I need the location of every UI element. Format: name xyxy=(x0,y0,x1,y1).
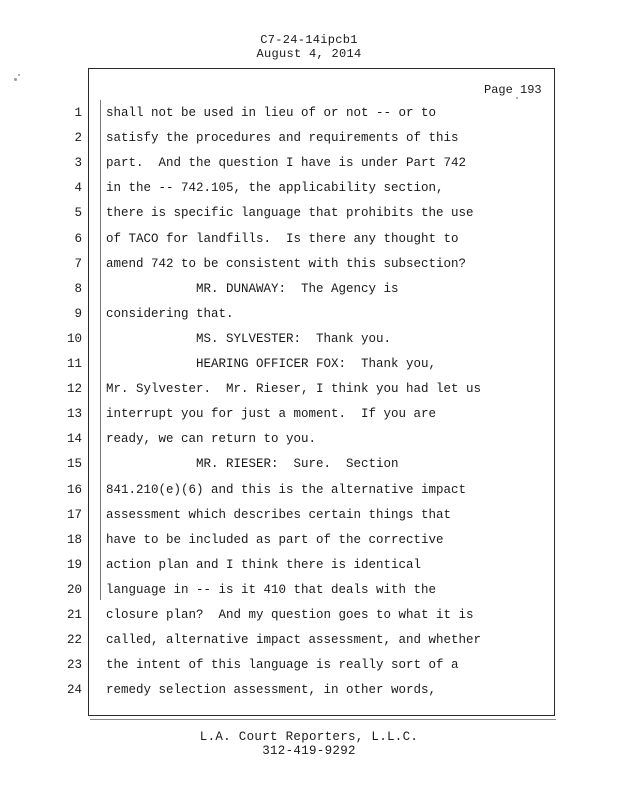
line-text: satisfy the procedures and requirements of this xyxy=(106,131,459,146)
line-number: 8 xyxy=(74,281,82,296)
line-number: 22 xyxy=(66,633,82,648)
line-number: 2 xyxy=(74,131,82,146)
line-number: 5 xyxy=(74,206,82,221)
line-text: HEARING OFFICER FOX: Thank you, xyxy=(106,357,437,371)
line-number: 19 xyxy=(66,557,82,572)
line-number: 7 xyxy=(74,256,82,271)
scan-speck xyxy=(516,97,518,99)
scan-speck xyxy=(18,74,20,76)
transcript-line xyxy=(0,558,618,578)
line-text: assessment which describes certain things that xyxy=(106,507,452,522)
transcript-line xyxy=(0,407,618,427)
transcript-line xyxy=(0,332,618,352)
line-text: the intent of this language is really sort of a xyxy=(106,658,459,673)
scan-speck xyxy=(14,78,17,81)
line-number: 3 xyxy=(74,156,82,171)
line-text: called, alternative impact assessment, and whether xyxy=(106,633,482,648)
line-text: amend 742 to be consistent with this subsection? xyxy=(106,256,467,271)
transcript-line xyxy=(0,206,618,226)
line-number: 21 xyxy=(66,608,82,622)
frame-shadow-rule xyxy=(90,719,556,720)
transcript-line xyxy=(0,432,618,452)
line-number: 1 xyxy=(74,106,82,120)
line-number: 6 xyxy=(74,231,82,246)
line-number: 16 xyxy=(66,482,82,497)
line-text: part. And the question I have is under Part 742 xyxy=(106,156,467,171)
line-text: MR. DUNAWAY: The Agency is xyxy=(106,281,399,296)
transcript-line xyxy=(0,633,618,653)
line-number: 18 xyxy=(66,532,82,547)
line-number: 15 xyxy=(66,457,82,472)
footer-company: L.A. Court Reporters, L.L.C. xyxy=(199,730,419,744)
line-number: 17 xyxy=(66,507,82,522)
transcript-line xyxy=(0,181,618,201)
line-number: 23 xyxy=(66,658,82,673)
line-text: there is specific language that prohibits the use xyxy=(106,206,474,221)
transcript-line xyxy=(0,156,618,176)
line-text: ready, we can return to you. xyxy=(106,432,317,447)
line-number: 14 xyxy=(66,432,82,447)
line-text: considering that. xyxy=(106,306,234,321)
transcript-line xyxy=(0,683,618,703)
line-text: Mr. Sylvester. Mr. Rieser, I think you had let us xyxy=(106,382,482,397)
hearing-date: August 4, 2014 xyxy=(256,47,362,61)
line-number: 4 xyxy=(74,181,82,196)
footer-phone: 312-419-9292 xyxy=(262,744,356,758)
line-text: closure plan? And my question goes to what it is xyxy=(106,608,474,622)
transcript-line xyxy=(0,382,618,402)
line-number: 20 xyxy=(66,582,82,597)
line-number: 13 xyxy=(66,407,82,422)
line-text: MR. RIESER: Sure. Section xyxy=(106,457,399,472)
line-text: 841.210(e)(6) and this is the alternative impact xyxy=(106,482,467,497)
transcript-line xyxy=(0,232,618,252)
line-text: MS. SYLVESTER: Thank you. xyxy=(106,331,392,346)
transcript-line xyxy=(0,307,618,327)
page-number: Page 193 xyxy=(484,83,542,97)
transcript-line xyxy=(0,357,618,377)
line-number: 24 xyxy=(66,683,82,698)
transcript-line xyxy=(0,533,618,553)
transcript-line xyxy=(0,457,618,477)
line-number: 12 xyxy=(66,382,82,397)
transcript-line xyxy=(0,583,618,603)
line-text: of TACO for landfills. Is there any thought to xyxy=(106,231,459,246)
case-id: C7-24-14ipcb1 xyxy=(260,33,358,47)
line-text: interrupt you for just a moment. If you are xyxy=(106,407,437,422)
transcript-line xyxy=(0,131,618,151)
line-text: have to be included as part of the corrective xyxy=(106,532,444,547)
transcript-line xyxy=(0,257,618,277)
transcript-line xyxy=(0,658,618,678)
line-text: remedy selection assessment, in other words, xyxy=(106,683,437,698)
line-number: 9 xyxy=(74,306,82,321)
transcript-line xyxy=(0,508,618,528)
line-text: action plan and I think there is identical xyxy=(106,557,422,572)
transcript-line xyxy=(0,282,618,302)
line-text: in the -- 742.105, the applicability section, xyxy=(106,181,444,196)
line-text: shall not be used in lieu of or not -- or to xyxy=(106,106,437,120)
transcript-line xyxy=(0,483,618,503)
line-number: 10 xyxy=(66,331,82,346)
transcript-line xyxy=(0,106,618,126)
line-number: 11 xyxy=(66,357,82,371)
line-text: language in -- is it 410 that deals with the xyxy=(106,582,437,597)
transcript-line xyxy=(0,608,618,628)
